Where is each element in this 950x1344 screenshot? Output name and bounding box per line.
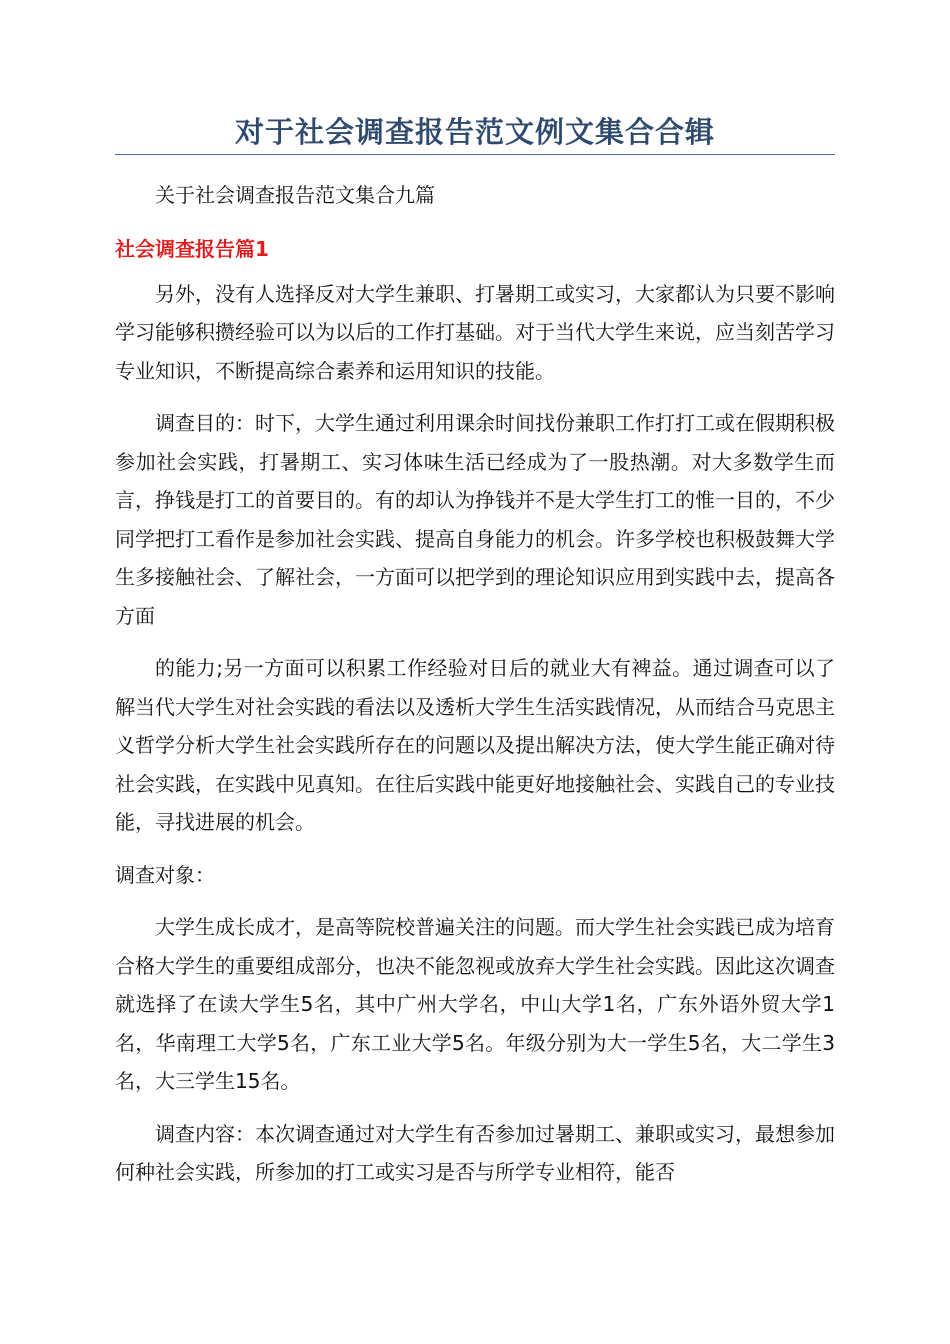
document-body xyxy=(115,176,835,1192)
paragraph-1: 另外，没有人选择反对大学生兼职、打暑期工或实习，大家都认为只要不影响学习能够积攒经验可以为以后的工作打基础。对于当代大学生来说，应当刻苦学习专业知识，不断提高综合素养和运用知识的技能。 xyxy=(115,281,835,383)
paragraph-5: 大学生成长成才，是高等院校普遍关注的问题。而大学生社会实践已成为培育合格大学生的重要组成部分，也决不能忽视或放弃大学生社会实践。因此这次调查就选择了在读大学生5名，其中广州大学名，中山大学1名，广东外语外贸大学1名，华南理工大学5名，广东工业大学5名。年级分别为大一学生5名，大二学生3名，大三学生15名。 xyxy=(115,915,835,1093)
paragraph-3: 的能力;另一方面可以积累工作经验对日后的就业大有裨益。通过调查可以了解当代大学生对社会实践的看法以及透析大学生生活实践情况，从而结合马克思主义哲学分析大学生社会实践所存在的问题以及提出解决方法，使大学生能正确对待社会实践，在实践中见真知。在往后实践中能更好地接触社会、实践自己的专业技能，寻找进展的机会。 xyxy=(115,656,835,834)
section-heading: 社会调查报告篇1 xyxy=(115,236,269,261)
title-underline xyxy=(115,154,835,155)
document-subtitle: 关于社会调查报告范文集合九篇 xyxy=(155,183,435,207)
paragraph-2: 调查目的：时下，大学生通过利用课余时间找份兼职工作打打工或在假期积极参加社会实践，打暑期工、实习体味生活已经成为了一股热潮。对大多数学生而言，挣钱是打工的首要目的。有的却认为挣钱并不是大学生打工的惟一目的，不少同学把打工看作是参加社会实践、提高自身能力的机会。许多学校也积极鼓舞大学生多接触社会、了解社会，一方面可以把学到的理论知识应用到实践中去，提高各方面 xyxy=(115,411,835,628)
paragraph-survey-subjects-label: 调查对象： xyxy=(115,862,215,887)
document-title: 对于社会调查报告范文例文集合合辑 xyxy=(234,115,715,149)
paragraph-6: 调查内容：本次调查通过对大学生有否参加过暑期工、兼职或实习，最想参加何种社会实践，所参加的打工或实习是否与所学专业相符，能否 xyxy=(115,1121,835,1184)
